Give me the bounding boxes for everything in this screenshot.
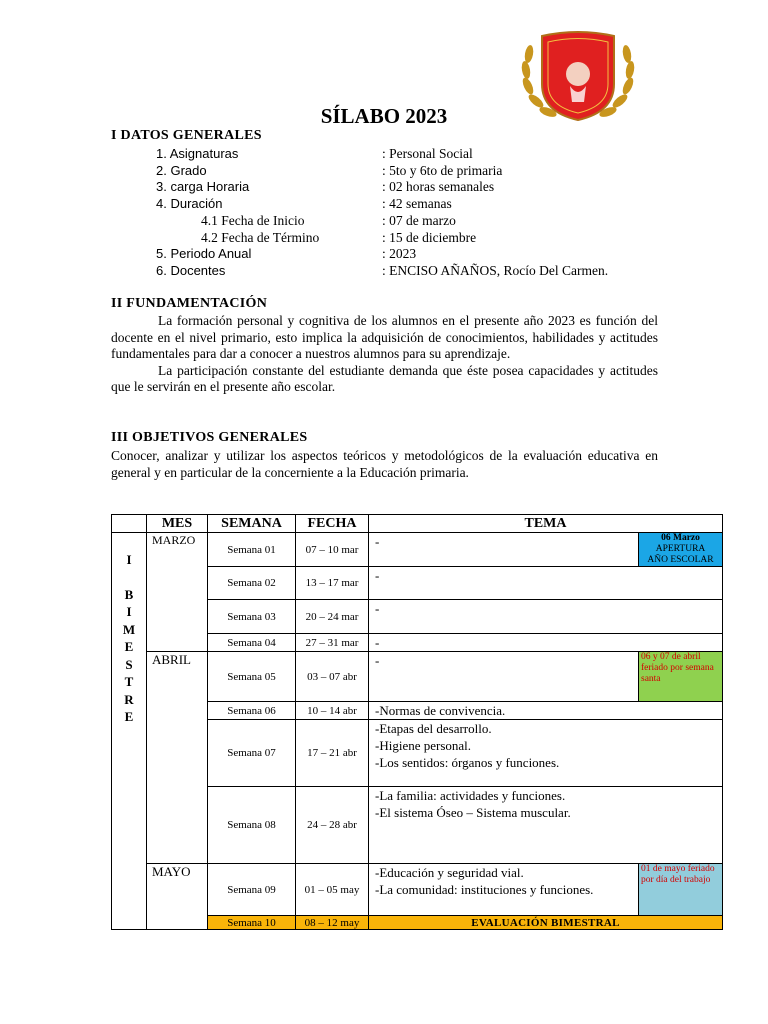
objetivos-paragraph: Conocer, analizar y utilizar los aspectos teóricos y metodológicos de la evaluación educativa en general y en particular de la concerniente a la Educación primaria. (111, 448, 658, 480)
tema-line: -El sistema Óseo – Sistema muscular. (375, 805, 571, 820)
semana-cell: Semana 04 (208, 634, 296, 652)
tema-line: -Educación y seguridad vial. (375, 865, 524, 880)
month-mayo: MAYO (147, 864, 208, 930)
fecha-cell: 10 – 14 abr (296, 702, 369, 720)
note-dia-trabajo: 01 de mayo feriado por día del trabajo (639, 864, 723, 916)
month-marzo: MARZO (147, 533, 208, 652)
tema-line: -La comunidad: instituciones y funciones. (375, 882, 594, 897)
tema-cell: - (369, 652, 639, 702)
semana-cell: Semana 01 (208, 533, 296, 567)
datos-label: 4. Duración (156, 196, 223, 211)
bimestre-letter: I (126, 604, 132, 619)
bimestre-letter: S (125, 656, 133, 672)
tema-cell (369, 720, 723, 787)
datos-value: : Personal Social (382, 146, 473, 161)
fecha-cell: 24 – 28 abr (296, 787, 369, 864)
tema-cell: - (369, 533, 639, 567)
semana-cell: Semana 08 (208, 787, 296, 864)
tema-line: -Higiene personal. (375, 738, 472, 753)
datos-label: 4.2 Fecha de Término (201, 230, 320, 245)
note-line: AÑO ESCOLAR (647, 555, 714, 565)
section-heading-objetivos: III OBJETIVOS GENERALES (111, 430, 308, 445)
header-bimestre (112, 515, 147, 533)
tema-line: -La familia: actividades y funciones. (375, 788, 566, 803)
month-abril: ABRIL (147, 652, 208, 864)
section-heading-fundamentacion: II FUNDAMENTACIÓN (111, 296, 268, 311)
datos-value: : 07 de marzo (382, 213, 456, 228)
note-line: APERTURA (655, 544, 706, 554)
datos-label: 2. Grado (156, 163, 207, 178)
datos-value: : 15 de diciembre (382, 230, 477, 245)
section-heading-datos: I DATOS GENERALES (111, 128, 262, 143)
fecha-cell: 20 – 24 mar (296, 600, 369, 634)
datos-value: : 42 semanas (382, 196, 452, 211)
table-row (112, 533, 723, 567)
fecha-cell: 08 – 12 may (296, 916, 369, 930)
datos-value: : 02 horas semanales (382, 179, 495, 194)
header-tema: TEMA (369, 515, 723, 533)
semana-cell: Semana 05 (208, 652, 296, 702)
semana-cell: Semana 09 (208, 864, 296, 916)
bimestre-letter: B (124, 586, 134, 602)
bimestre-label (112, 533, 147, 930)
fecha-cell: 13 – 17 mar (296, 567, 369, 600)
bimestre-letter: R (124, 691, 134, 707)
fecha-cell: 27 – 31 mar (296, 634, 369, 652)
semana-cell: Semana 02 (208, 567, 296, 600)
table-row (112, 864, 723, 916)
bimestre-letter: T (124, 674, 134, 689)
fundamentacion-text (111, 313, 658, 396)
datos-label: 3. carga Horaria (156, 179, 250, 194)
tema-cell: - (369, 600, 723, 634)
note-line: 06 Marzo (661, 533, 700, 543)
tema-cell (369, 864, 639, 916)
bimestre-letter: E (124, 709, 134, 724)
bimestre-letter: I (126, 552, 132, 567)
page-title: SÍLABO 2023 (320, 104, 448, 128)
datos-label: 6. Docentes (156, 263, 226, 278)
datos-label: 1. Asignaturas (156, 146, 239, 161)
fundamentacion-paragraph-1: La formación personal y cognitiva de los alumnos en el presente año 2023 es función del docente en el nivel primario, esto implica la adquisición de conocimientos, habilidades y actitudes fundamentales para dar a conocer a nuestros alumnos para su aprendizaje. (111, 313, 658, 361)
tema-line: -Etapas del desarrollo. (375, 721, 492, 736)
header-fecha: FECHA (296, 515, 369, 533)
datos-value: : 2023 (382, 246, 417, 261)
table-header-row (112, 515, 723, 533)
bimestre-letter: M (122, 621, 136, 637)
header-semana: SEMANA (208, 515, 296, 533)
datos-value: : ENCISO AÑAÑOS, Rocío Del Carmen. (382, 263, 609, 278)
note-apertura (639, 533, 723, 567)
tema-cell (369, 787, 723, 864)
semana-cell: Semana 06 (208, 702, 296, 720)
datos-label: 5. Periodo Anual (156, 246, 252, 261)
tema-cell: -Normas de convivencia. (369, 702, 723, 720)
datos-label: 4.1 Fecha de Inicio (201, 213, 305, 228)
note-semana-santa: 06 y 07 de abril feriado por semana santa (639, 652, 723, 702)
fecha-cell: 17 – 21 abr (296, 720, 369, 787)
header-mes: MES (147, 515, 208, 533)
semana-cell: Semana 07 (208, 720, 296, 787)
schedule-table (111, 514, 723, 930)
table-row (112, 652, 723, 702)
evaluacion-bimestral-cell: EVALUACIÓN BIMESTRAL (369, 916, 723, 930)
bimestre-spacer (115, 569, 143, 586)
datos-value: : 5to y 6to de primaria (382, 163, 503, 178)
bimestre-letter: E (124, 639, 134, 654)
tema-cell: - (369, 567, 723, 600)
semana-cell: Semana 10 (208, 916, 296, 930)
tema-cell: - (369, 634, 723, 652)
fecha-cell: 03 – 07 abr (296, 652, 369, 702)
tema-line: -Los sentidos: órganos y funciones. (375, 755, 560, 770)
fecha-cell: 01 – 05 may (296, 864, 369, 916)
fundamentacion-paragraph-2: La participación constante del estudiante demanda que éste posea capacidades y actitudes que le servirán en el presente año escolar. (111, 362, 658, 394)
semana-cell: Semana 03 (208, 600, 296, 634)
fecha-cell: 07 – 10 mar (296, 533, 369, 567)
